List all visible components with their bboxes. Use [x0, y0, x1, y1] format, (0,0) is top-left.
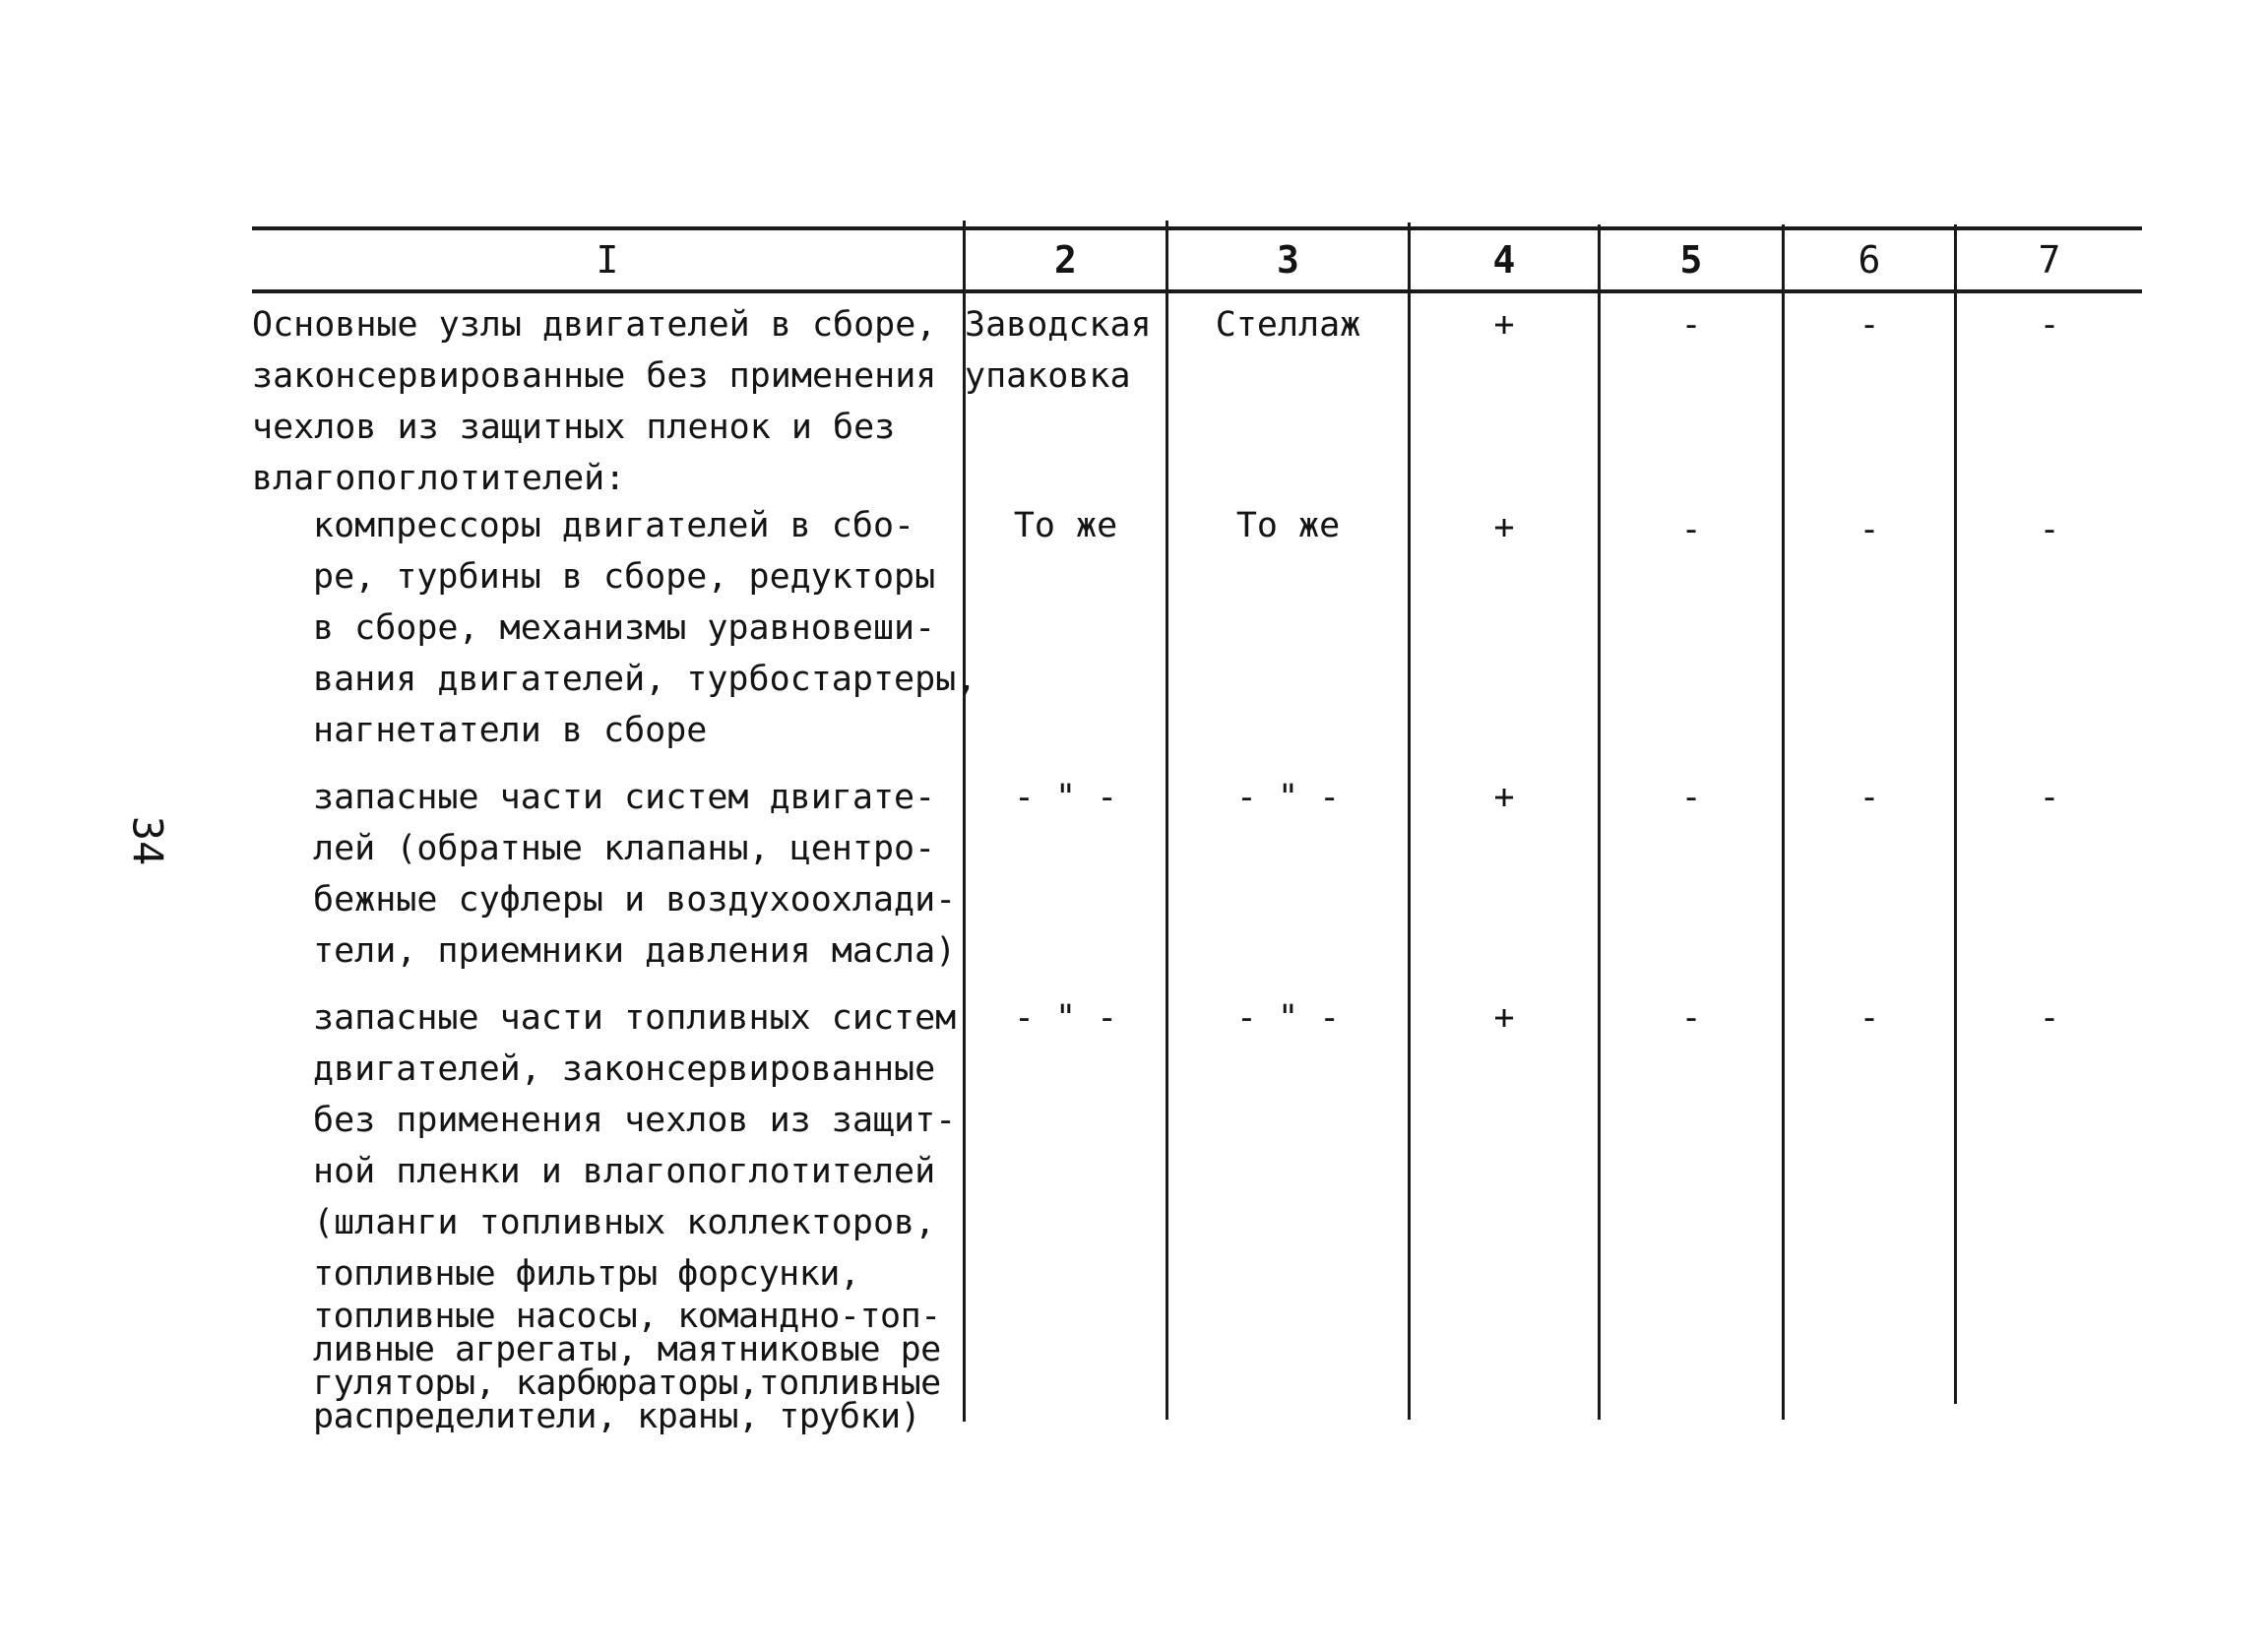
row-4-line-10: распределители, краны, трубки): [313, 1397, 921, 1436]
row-4-line-4: ной пленки и влагопоглотителей: [313, 1152, 936, 1191]
row-4-col-4: +: [1493, 998, 1515, 1038]
row-1-line-4: влагопоглотителей:: [252, 459, 626, 498]
row-4-storage: - " -: [1235, 998, 1341, 1038]
row-4-col-7: -: [2039, 998, 2060, 1038]
row-4-line-8: ливные агрегаты, маятниковые ре: [313, 1330, 941, 1369]
page-number: 34: [123, 815, 172, 866]
row-4-line-1: запасные части топливных систем: [313, 998, 957, 1038]
row-4-line-5: (шланги топливных коллекторов,: [313, 1203, 936, 1242]
row-2-description: [313, 500, 976, 756]
row-4-col-5: -: [1680, 998, 1702, 1038]
row-4-packaging: - " -: [1013, 998, 1118, 1038]
header-col-4: 4: [1492, 238, 1516, 282]
row-3-col-6: -: [1858, 778, 1880, 817]
row-2-line-5: нагнетатели в сборе: [313, 711, 708, 750]
row-1-col-7: -: [2039, 305, 2060, 345]
row-3-line-2: лей (обратные клапаны, центро-: [313, 829, 936, 868]
row-1-packaging-line-1: Заводская: [965, 305, 1152, 345]
row-1-packaging: [965, 299, 1152, 402]
row-1-packaging-line-2: упаковка: [965, 356, 1131, 396]
row-2-col-5: -: [1680, 510, 1702, 549]
row-1-col-4: +: [1493, 305, 1515, 345]
row-1-storage: Стеллаж: [1215, 305, 1361, 345]
row-1-description: [252, 299, 936, 504]
row-4-line-6: топливные фильтры форсунки,: [313, 1254, 860, 1294]
header-col-3: 3: [1277, 238, 1299, 282]
row-3-packaging: - " -: [1013, 778, 1118, 817]
row-4-line-2: двигателей, законсервированные: [313, 1049, 936, 1089]
row-3-line-4: тели, приемники давления масла): [313, 931, 957, 971]
row-1-col-5: -: [1680, 305, 1702, 345]
table-header-rule: [252, 289, 2142, 293]
row-4-description: [313, 992, 956, 1248]
header-col-7: 7: [2038, 238, 2061, 282]
row-4-line-9: гуляторы, карбюраторы,топливные: [313, 1364, 941, 1403]
row-1-col-6: -: [1858, 305, 1880, 345]
row-2-storage: То же: [1235, 506, 1341, 545]
row-2-line-1: компрессоры двигателей в сбо-: [313, 506, 915, 545]
row-2-packaging: То же: [1013, 506, 1118, 545]
row-2-line-4: вания двигателей, турбостартеры,: [313, 660, 977, 699]
row-4-col-6: -: [1858, 998, 1880, 1038]
row-3-col-4: +: [1493, 778, 1515, 817]
row-4-line-3: без применения чехлов из защит-: [313, 1101, 957, 1140]
row-3-description: [313, 772, 956, 977]
row-2-col-6: -: [1858, 510, 1880, 549]
row-1-line-1: Основные узлы двигателей в сборе,: [252, 305, 937, 345]
row-4-line-7: топливные насосы, командно-топ-: [313, 1297, 941, 1336]
row-1-line-2: законсервированные без применения: [252, 356, 937, 396]
row-3-col-5: -: [1680, 778, 1702, 817]
row-1-line-3: чехлов из защитных пленок и без: [252, 408, 896, 447]
row-4-description-cont: [313, 1248, 941, 1436]
row-2-line-2: ре, турбины в сборе, редукторы: [313, 557, 936, 597]
row-2-line-3: в сборе, механизмы уравновеши-: [313, 608, 936, 648]
header-col-5: 5: [1679, 238, 1703, 282]
header-col-2: 2: [1054, 238, 1077, 282]
row-2-col-4: +: [1493, 508, 1515, 547]
row-3-line-1: запасные части систем двигате-: [313, 778, 936, 817]
row-2-col-7: -: [2039, 510, 2060, 549]
row-3-line-3: бежные суфлеры и воздухоохлади-: [313, 880, 957, 920]
row-3-col-7: -: [2039, 778, 2060, 817]
header-col-1: I: [596, 238, 619, 282]
header-col-6: 6: [1858, 238, 1881, 282]
row-3-storage: - " -: [1235, 778, 1341, 817]
